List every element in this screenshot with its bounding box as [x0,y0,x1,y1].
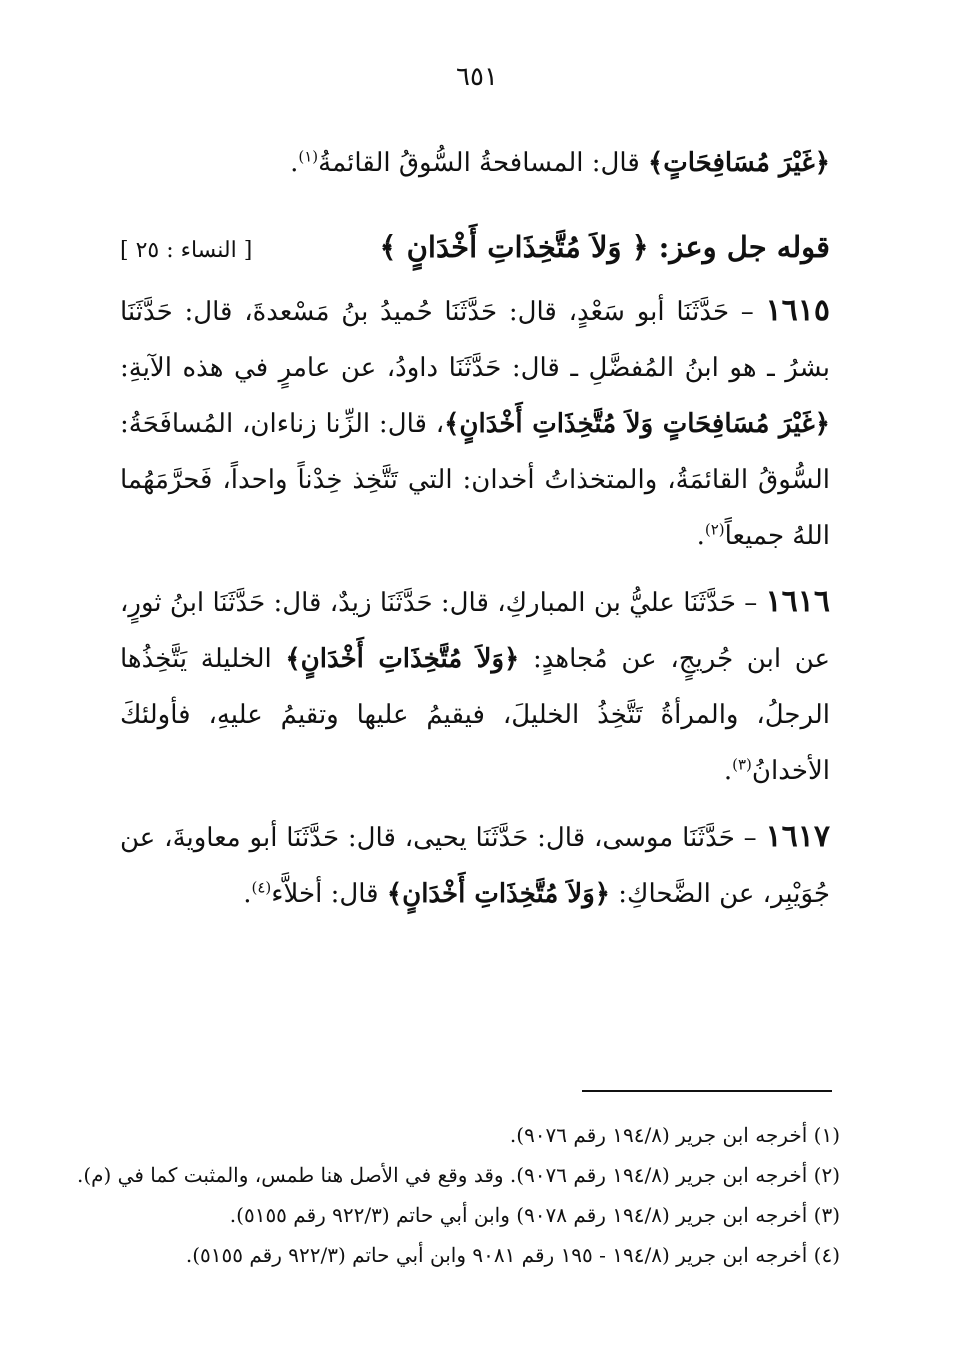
intro-paragraph [120,135,830,191]
footnote-divider [582,1090,832,1092]
footnote-3: (٣) أخرجه ابن جرير (١٩٤/٨ رقم ٩٠٧٨) وابن أبي حاتم (٩٢٢/٣ رقم ٥١٥٥). [229,1203,840,1227]
verse-reference: [ النساء : ٢٥ ] [120,238,253,263]
paragraph-end: . [290,148,299,178]
quran-quote: ﴿غَيْرَ مُسَافِحَاتٍ﴾ [648,148,830,178]
footnote-1: (١) أخرجه ابن جرير (١٩٤/٨ رقم ٩٠٧٦). [509,1123,840,1147]
narration-1616 [120,574,830,799]
narration-text: ، قال: الزِّنا زناءان، المُسافَحَةُ: السُّوقُ القائمَةُ، والمتخذاتُ أخدان: التي تَتَّخِذ خِدْناً واحداً، فَحرَّمَهُما اللهُ جميعاً [120,409,830,551]
quran-quote: ﴿وَلاَ مُتَّخِذَاتِ أَخْدَانٍ﴾ [285,644,520,674]
footnote-marker: (٤) [251,878,272,897]
narration-number: ١٦١٦ [765,584,830,619]
footnote-marker: (٣) [732,755,752,774]
footnote-marker: (٢) [704,520,725,539]
main-text [120,135,830,932]
footnote-marker: (١) [298,147,319,166]
page-number: ٦٥١ [456,62,498,92]
narration-end: . [243,879,252,909]
narration-text: الخليلة يَتَّخِذُها الرجلُ، والمرأةُ تَتَّخِذُ الخليلَ، فيقيمُ عليها وتقيمُ عليهِ، فأولئكَ الأخدانُ [120,644,830,786]
narration-1615 [120,283,830,564]
footnote-4: (٤) أخرجه ابن جرير (١٩٤/٨ - ١٩٥ رقم ٩٠٨١ وابن أبي حاتم (٩٢٢/٣ رقم ٥١٥٥). [185,1243,840,1267]
narration-1617 [120,809,830,922]
narration-number: ١٦١٧ [765,819,830,854]
quran-quote: ﴿غَيْرَ مُسَافِحَاتٍ وَلاَ مُتَّخِذَاتِ أَخْدَانٍ﴾ [444,409,830,439]
heading-prefix: قوله جل وعز: [648,230,830,264]
verse-heading [120,219,830,279]
narration-text: قال: أخلاَّء [271,879,387,909]
narration-text: – حَدَّثَنَا عليُّ بن المباركِ، قال: حَدَّثَنَا زيدٌ، قال: حَدَّثَنَا ابنُ ثورٍ، عن ابن جُريجٍ، عن مُجاهدٍ: [120,588,831,674]
narration-end: . [696,521,705,551]
quran-quote: ﴿وَلاَ مُتَّخِذَاتِ أَخْدَانٍ﴾ [386,879,610,909]
narration-end: . [723,756,733,786]
paragraph-text: قال: المسافحةُ السُّوقُ القائمةُ [318,148,649,178]
heading-title [380,219,830,275]
narration-number: ١٦١٥ [765,293,830,328]
heading-quran: ﴿ وَلاَ مُتَّخِذَاتِ أَخْدَانٍ ﴾ [379,230,649,264]
footnote-2: (٢) أخرجه ابن جرير (١٩٤/٨ رقم ٩٠٧٦). وقد وقع في الأصل هنا طمس، والمثبت كما في (م). [76,1163,840,1187]
narration-text: – حَدَّثَنَا موسى، قال: حَدَّثَنَا يحيى، قال: حَدَّثَنَا أبو معاويةَ، عن جُوَيْبِر، عن الضَّحاكِ: [120,823,830,909]
footnotes [76,1115,840,1275]
narration-text: – حَدَّثَنَا أبو سَعْدٍ، قال: حَدَّثَنَا حُميدُ بنُ مَسْعدةَ، قال: حَدَّثَنَا بشرُ ـ هو ابنُ المُفضَّلِ ـ قال: حَدَّثَنَا داودُ، عن عامرٍ في هذه الآيةِ: [120,297,830,383]
